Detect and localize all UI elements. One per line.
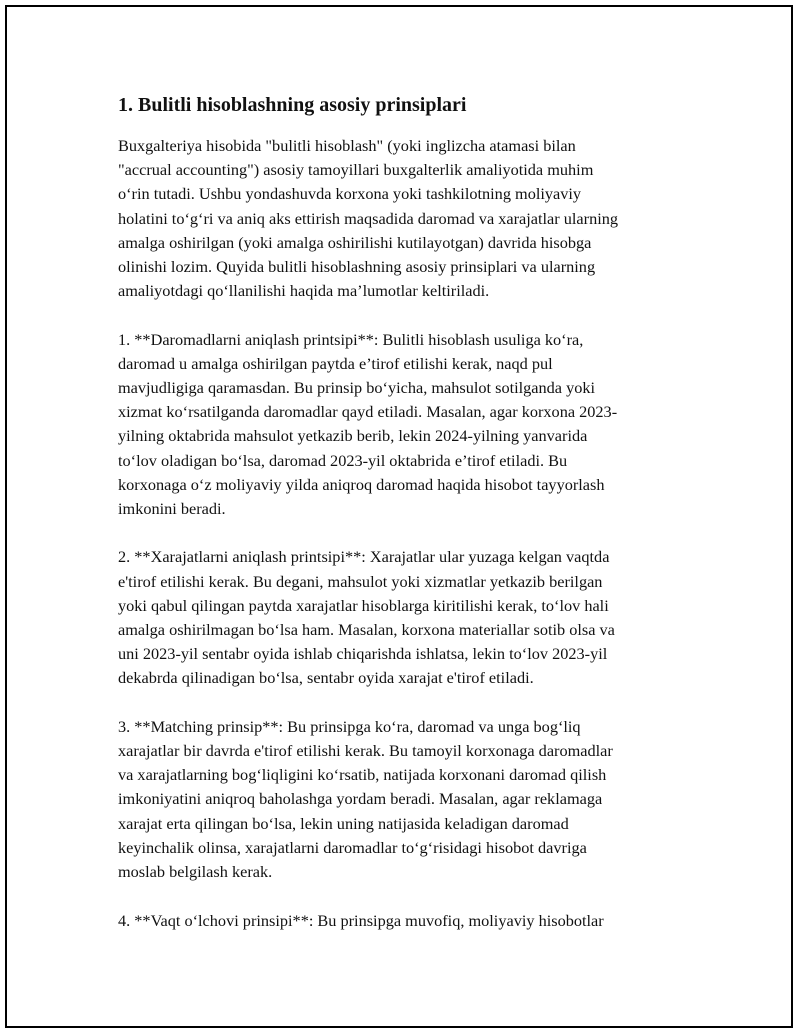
principle-2-paragraph: 2. **Xarajatlarni aniqlash printsipi**: Xarajatlar ular yuzaga kelgan vaqtda e'tirof etilishi kerak. Bu degani, mahsulot yoki xizmatlar yetkazib berilgan yoki qabul qilingan paytda xarajatlar hisoblarga kiritilishi kerak, to‘lov hali amalga oshirilmagan bo‘lsa ham. Masalan, korxona materiallar sotib olsa va uni 2023-yil sentabr oyida ishlab chiqarishda ishlatsa, lekin to‘lov 2023-yil dekabrda qilinadigan bo‘lsa, sentabr oyida xarajat e'tirof etiladi.: [118, 547, 615, 688]
principle-1-paragraph: 1. **Daromadlarni aniqlash printsipi**: Bulitli hisoblash usuliga ko‘ra, daromad u amalga oshirilgan paytda e’tirof etilishi kerak, naqd pul mavjudligiga qaramasdan. Bu prinsip bo‘yicha, mahsulot sotilganda yoki xizmat ko‘rsatilganda daromadlar qayd etiladi. Masalan, agar korxona 2023- yilning oktabrida mahsulot yetkazib berib, lekin 2024-yilning yanvarida to‘lov oladigan bo‘lsa, daromad 2023-yil oktabrida e’tirof etiladi. Bu korxonaga o‘z moliyaviy yilda aniqroq daromad haqida hisobot tayyorlash imkonini beradi.: [118, 329, 618, 519]
blank-line: [118, 691, 684, 715]
blank-line: [118, 884, 684, 908]
principle-3-paragraph: 3. **Matching prinsip**: Bu prinsipga ko‘ra, daromad va unga bog‘liq xarajatlar bir davrda e'tirof etilishi kerak. Bu tamoyil korxonaga daromadlar va xarajatlarning bog‘liqligini ko‘rsatib, natijada korxonani daromad qilish imkoniyatini aniqroq baholashga yordam beradi. Masalan, agar reklamaga xarajat erta qilingan bo‘lsa, lekin uning natijasida keladigan daromad keyinchalik olinsa, xarajatlarni daromadlar to‘g‘risidagi hisobot davriga moslab belgilash kerak.: [118, 716, 613, 882]
document-body: [118, 90, 684, 933]
blank-line: [118, 521, 684, 545]
intro-paragraph: Buxgalteriya hisobida "bulitli hisoblash" (yoki inglizcha atamasi bilan "accrual accounting") asosiy tamoyillari buxgalterlik amaliyotida muhim o‘rin tutadi. Ushbu yondashuvda korxona yoki tashkilotning moliyaviy holatini to‘g‘ri va aniq aks ettirish maqsadida daromad va xarajatlar ularning amalga oshirilgan (yoki amalga oshirilishi kutilayotgan) davrida hisobga olinishi lozim. Quyida bulitli hisoblashning asosiy prinsiplari va ularning amaliyotdagi qo‘llanilishi haqida ma’lumotlar keltiriladi.: [118, 136, 619, 301]
principle-4-paragraph: 4. **Vaqt o‘lchovi prinsipi**: Bu prinsipga muvofiq, moliyaviy hisobotlar: [118, 910, 604, 930]
blank-line: [118, 303, 684, 327]
section-heading: 1. Bulitli hisoblashning asosiy prinsiplari: [118, 94, 467, 116]
